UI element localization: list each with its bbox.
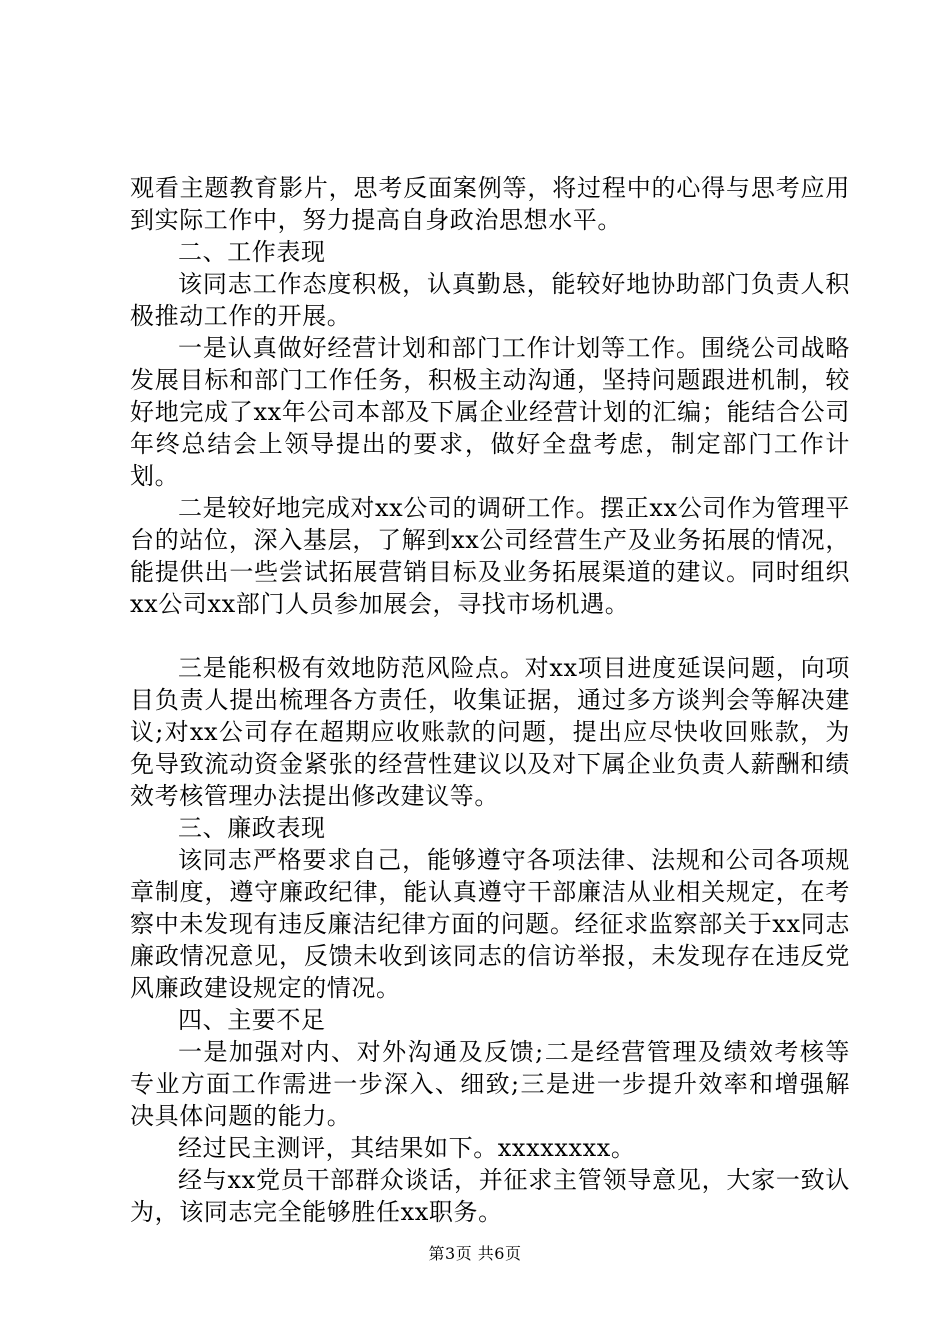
paragraph-point-one: 一是认真做好经营计划和部门工作计划等工作。围绕公司战略发展目标和部门工作任务，积极主动沟通，坚持问题跟进机制，较好地完成了xx年公司本部及下属企业经营计划的汇编；能结合公司年终总结会上领导提出的要求，做好全盘考虑，制定部门工作计划。 xyxy=(130,334,850,490)
paragraph-shortcomings: 一是加强对内、对外沟通及反馈;二是经营管理及绩效考核等专业方面工作需进一步深入、细致;三是进一步提升效率和增强解决具体问题的能力。 xyxy=(130,1038,850,1130)
paragraph-point-two: 二是较好地完成对xx公司的调研工作。摆正xx公司作为管理平台的站位，深入基层，了解到xx公司经营生产及业务拓展的情况，能提供出一些尝试拓展营销目标及业务拓展渠道的建议。同时组织xx公司xx部门人员参加展会，寻找市场机遇。 xyxy=(130,494,850,618)
paragraph-evaluation: 经过民主测评，其结果如下。xxxxxxxx。 xyxy=(178,1134,636,1162)
document-body xyxy=(130,172,850,1228)
paragraph-work-attitude: 该同志工作态度积极，认真勤恳，能较好地协助部门负责人积极推动工作的开展。 xyxy=(130,270,850,330)
section-heading-shortcomings: 四、主要不足 xyxy=(178,1006,326,1034)
paragraph-integrity: 该同志严格要求自己，能够遵守各项法律、法规和公司各项规章制度，遵守廉政纪律，能认真遵守干部廉洁从业相关规定，在考察中未发现有违反廉洁纪律方面的问题。经征求监察部关于xx同志廉政情况意见，反馈未收到该同志的信访举报，未发现存在违反党风廉政建设规定的情况。 xyxy=(130,846,850,1002)
paragraph-conclusion: 经与xx党员干部群众谈话，并征求主管领导意见，大家一致认为，该同志完全能够胜任xx职务。 xyxy=(130,1166,850,1226)
section-heading-work-performance: 二、工作表现 xyxy=(178,238,326,266)
paragraph-point-three: 三是能积极有效地防范风险点。对xx项目进度延误问题，向项目负责人提出梳理各方责任，收集证据，通过多方谈判会等解决建议;对xx公司存在超期应收账款的问题，提出应尽快收回账款，为免导致流动资金紧张的经营性建议以及对下属企业负责人薪酬和绩效考核管理办法提出修改建议等。 xyxy=(130,654,850,810)
section-heading-integrity: 三、廉政表现 xyxy=(178,814,326,842)
paragraph-continuation: 观看主题教育影片，思考反面案例等，将过程中的心得与思考应用到实际工作中，努力提高自身政治思想水平。 xyxy=(130,174,850,234)
page-footer: 第3页 共6页 xyxy=(428,1244,522,1263)
